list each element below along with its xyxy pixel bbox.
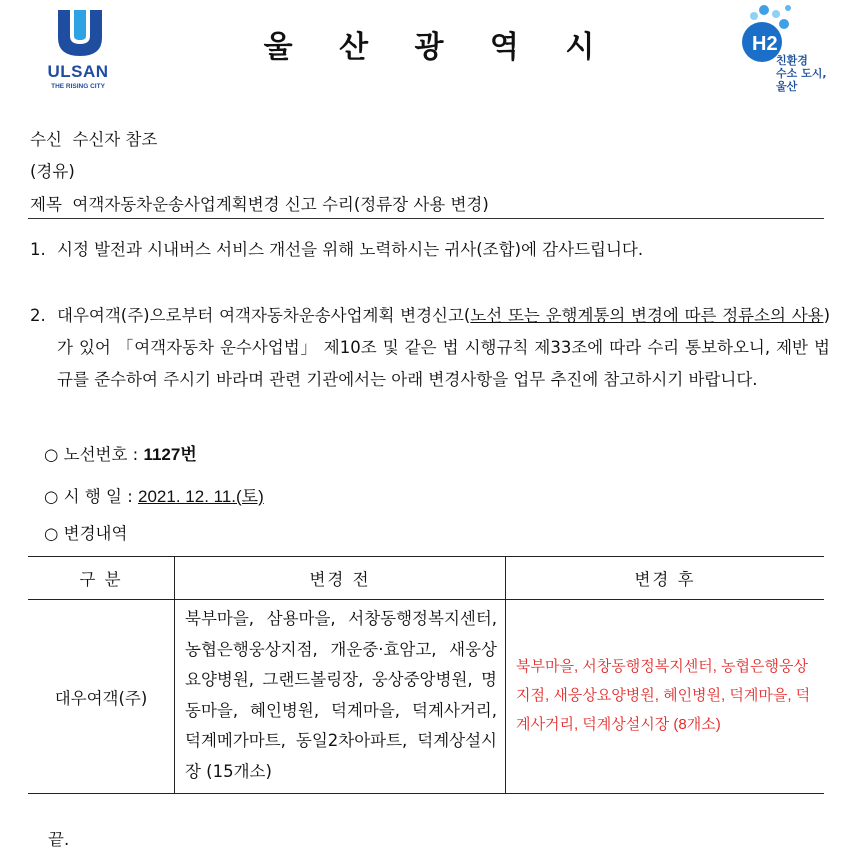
underlined-phrase: 노선 또는 운행계통의 변경에 따른 정류소의 사용	[470, 306, 824, 325]
recipient-line	[30, 126, 157, 150]
hydrogen-city-logo	[738, 2, 834, 102]
table-header-row	[28, 557, 824, 600]
logo-slogan: 친환경 수소 도시, 울산	[776, 54, 827, 93]
company-cell: 대우여객(주)	[28, 600, 175, 794]
hydrogen-bubbles-icon	[738, 2, 834, 62]
header-category: 구 분	[28, 557, 175, 600]
paragraph-2	[30, 300, 830, 396]
header-before: 변경 전	[175, 557, 506, 600]
paragraph-2-number: 2.	[30, 306, 46, 325]
page-title: 울 산 광 역 시	[263, 30, 613, 65]
logo-brand-text: ULSAN	[47, 62, 109, 81]
header-after: 변경 후	[506, 557, 825, 600]
date-label: ○ 시 행 일 :	[44, 487, 133, 506]
route-label: ○ 노선번호 :	[44, 445, 139, 464]
paragraph-2-text: 대우여객(주)으로부터 여객자동차운송사업계획 변경신고(노선 또는 운행계통의 변경에 따른 정류소의 사용)가 있어 「여객자동차 운수사업법」 제10조 및 같은 법 시행규칙 제33조에 따라 수리 통보하오니, 제반 법규를 준수하여 주시기 바라며 관련 기관에서는 아래 변경사항을 업무 추진에 참고하시기 바랍니다.	[57, 306, 831, 389]
header-divider	[28, 218, 824, 219]
recipient-value: 수신자 참조	[72, 130, 158, 149]
subject-value: 여객자동차운송사업계획변경 신고 수리(정류장 사용 변경)	[72, 195, 489, 214]
closing-mark: 끝.	[48, 830, 70, 849]
effective-date-line	[44, 482, 264, 507]
paragraph-1-text: 시정 발전과 시내버스 서비스 개선을 위해 노력하시는 귀사(조합)에 감사드립니다.	[57, 240, 644, 259]
after-cell: 북부마을, 서창동행정복지센터, 농협은행웅상지점, 새웅상요양병원, 혜인병원, 덕계마을, 덕계사거리, 덕계상설시장 (8개소)	[506, 600, 825, 794]
route-value: 1127번	[143, 445, 197, 464]
via-line: (경유)	[30, 162, 75, 181]
paragraph-1	[30, 234, 830, 266]
h2-badge: H2	[752, 33, 778, 55]
changes-table	[28, 556, 824, 794]
logo-tagline: THE RISING CITY	[51, 83, 105, 90]
before-cell: 북부마을, 삼용마을, 서창동행정복지센터, 농협은행웅상지점, 개운중·효암고, 새웅상요양병원, 그랜드볼링장, 웅상중앙병원, 명동마을, 혜인병원, 덕계마을, 덕계사거리, 덕계메가마트, 동일2차아파트, 덕계상설시장 (15개소)	[175, 600, 506, 794]
changes-line: ○ 변경내역	[44, 524, 128, 543]
route-number-line	[44, 440, 197, 465]
paragraph-1-number: 1.	[30, 240, 46, 259]
date-value: 2021. 12. 11.(토)	[138, 487, 264, 506]
subject-label: 제목	[30, 195, 62, 214]
recipient-label: 수신	[30, 130, 62, 149]
subject-line	[30, 191, 489, 215]
table-row	[28, 600, 824, 794]
